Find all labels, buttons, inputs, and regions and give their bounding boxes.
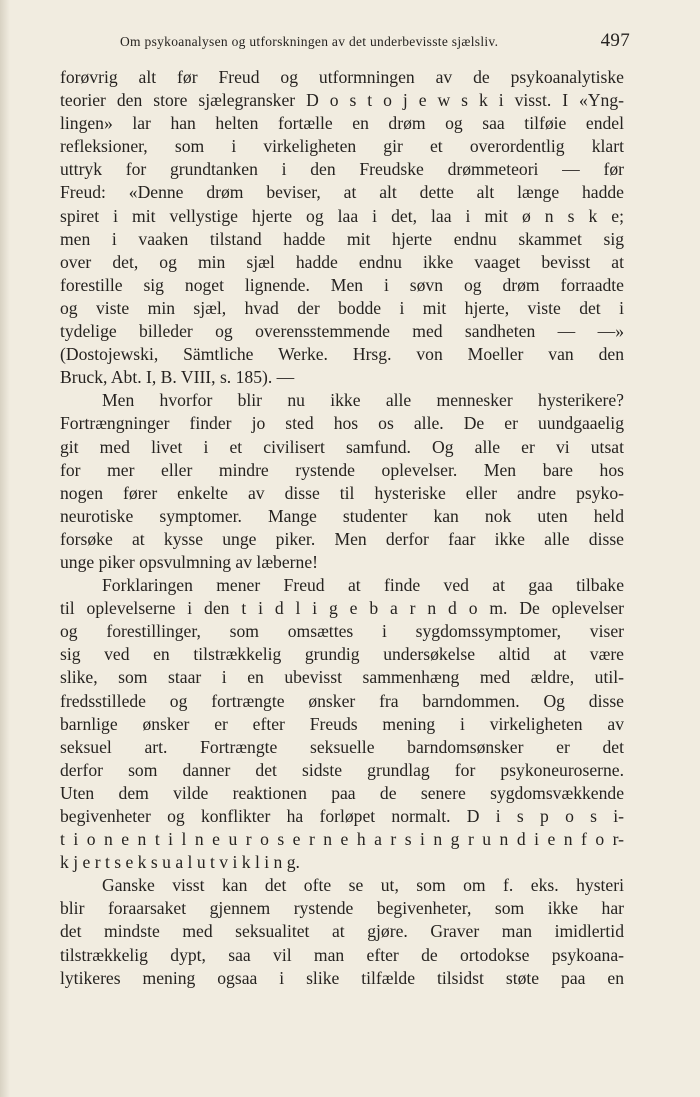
text-line: nogen fører enkelte av disse til hysteriske eller andre psyko- (60, 482, 624, 503)
text-line: seksuel art. Fortrængte seksuelle barndomsønsker er det (60, 736, 624, 757)
text-line: lytikeres mening ogsaa i slike tilfælde tilsidst støte paa en (60, 967, 624, 988)
text-line: lingen» lar han helten fortælle en drøm og saa tilføie endel (60, 113, 624, 134)
text-line: Forklaringen mener Freud at finde ved at gaa tilbake (102, 575, 624, 596)
text-line: Men hvorfor blir nu ikke alle mennesker hysterikere? (102, 390, 624, 411)
text-line: for mer eller mindre rystende oplevelser. Men bare hos (60, 459, 624, 480)
text-line: uttryk for grundtanken i den Freudske drømmeteori — før (60, 159, 624, 180)
text-line: unge piker opsvulmning av læberne! (60, 551, 318, 572)
text-line: og viste min sjæl, hvad der bodde i mit hjerte, viste det i (60, 297, 624, 318)
text-line: Ganske visst kan det ofte se ut, som om f. eks. hysteri (102, 875, 624, 896)
text-line: (Dostojewski, Sämtliche Werke. Hrsg. von Moeller van den (60, 344, 624, 365)
paragraph (60, 874, 624, 989)
text-line: over det, og min sjæl hadde endnu ikke vaaget bevisst at (60, 251, 624, 272)
text-line: til oplevelserne i den t i d l i g e b a r n d o m. De oplevelser (60, 598, 624, 619)
paragraph (60, 574, 624, 874)
text-line: Freud: «Denne drøm beviser, at alt dette alt længe hadde (60, 182, 624, 203)
paragraph (60, 389, 624, 574)
text-line: k j e r t s e k s u a l u t v i k l i n g. (60, 852, 300, 873)
text-line: git med livet i et civilisert samfund. Og alle er vi utsat (60, 436, 624, 457)
body-text (60, 66, 624, 990)
running-title: Om psykoanalysen og utforskningen av det underbevisste sjælsliv. (120, 34, 499, 49)
text-line: forestille sig noget lignende. Men i søvn og drøm forraadte (60, 274, 624, 295)
text-line: sig ved en tilstrækkelig grundig undersøkelse altid at være (60, 644, 624, 665)
text-line: Fortrængninger finder jo sted hos os alle. De er uundgaaelig (60, 413, 624, 434)
text-line: forøvrig alt før Freud og utformningen av de psykoanalytiske (60, 67, 624, 87)
text-line: derfor som danner det sidste grundlag for psykoneuroserne. (60, 759, 624, 780)
text-line: tydelige billeder og overensstemmende med sandheten — —» (60, 321, 624, 342)
text-line: neurotiske symptomer. Mange studenter kan nok uten held (60, 505, 624, 526)
text-line: slike, som staar i en ubevisst sammenhæng med ældre, util- (60, 667, 624, 688)
text-line: Uten dem vilde reaktionen paa de senere sygdomsvækkende (60, 782, 624, 803)
text-line: tilstrækkelig dypt, saa vil man efter de ortodokse psykoana- (60, 944, 624, 965)
text-line: men i vaaken tilstand hadde mit hjerte endnu skammet sig (60, 228, 624, 249)
page-edge-shadow (0, 0, 10, 1097)
text-line: spiret i mit vellystige hjerte og laa i det, laa i mit ø n s k e; (60, 205, 624, 226)
text-line: teorier den store sjælegransker D o s t o j e w s k i visst. I «Yng- (60, 90, 624, 111)
text-line: fredsstillede og fortrængte ønsker fra barndommen. Og disse (60, 690, 624, 711)
text-line: t i o n e n t i l n e u r o s e r n e h a r s i n g r u n d i e n f o r- (60, 829, 624, 850)
text-line: det mindste med seksualitet at gjøre. Graver man imidlertid (60, 921, 624, 942)
text-line: Bruck, Abt. I, B. VIII, s. 185). — (60, 367, 295, 388)
text-line: barnlige ønsker er efter Freuds mening i virkeligheten av (60, 713, 624, 734)
text-line: og forestillinger, som omsættes i sygdomssymptomer, viser (60, 621, 624, 642)
text-line: begivenheter og konflikter ha forløpet normalt. D i s p o s i- (60, 806, 624, 826)
text-line: forsøke at kysse unge piker. Men derfor faar ikke alle disse (60, 528, 624, 549)
page-header (60, 30, 630, 54)
paragraph (60, 66, 624, 389)
text-line: refleksioner, som i virkeligheten gir et overordentlig klart (60, 136, 624, 157)
page-number: 497 (600, 30, 630, 51)
text-line: blir foraarsaket gjennem rystende begivenheter, som ikke har (60, 898, 624, 919)
